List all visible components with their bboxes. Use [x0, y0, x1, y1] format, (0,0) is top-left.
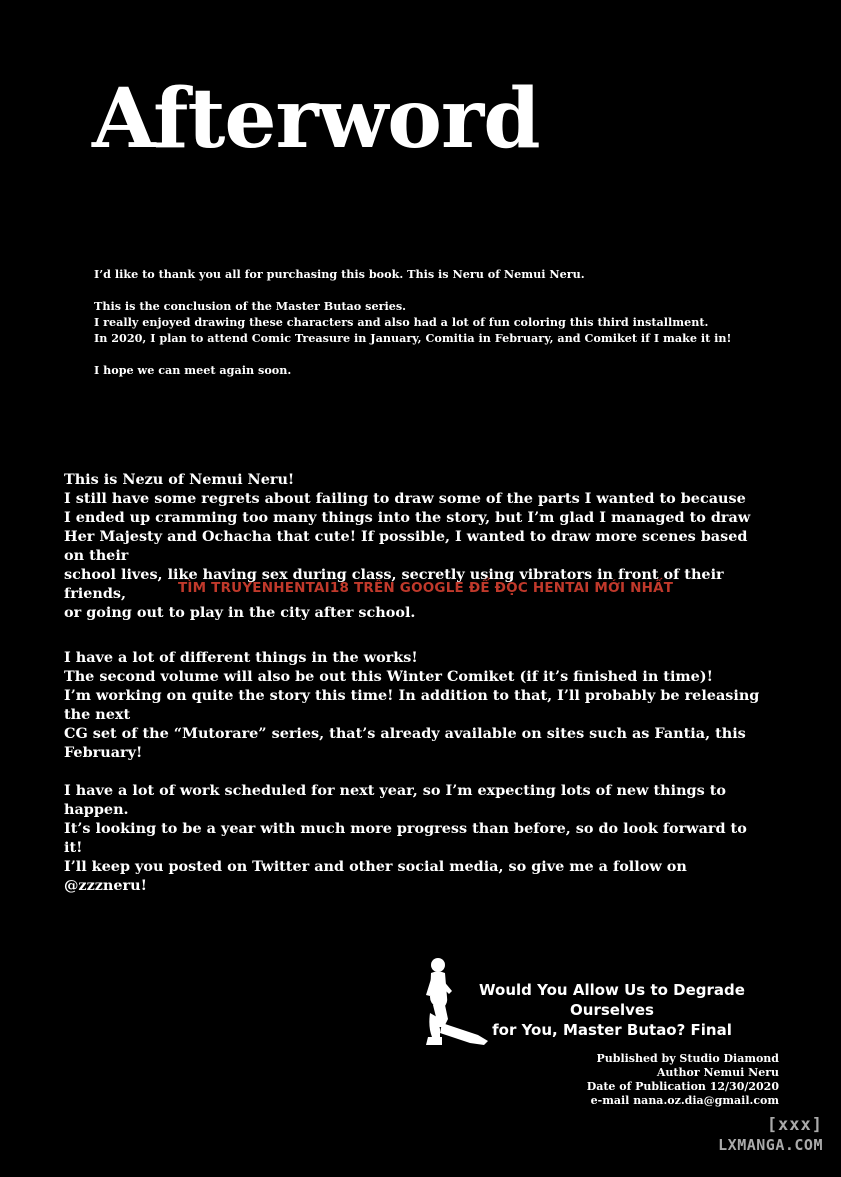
nezu-line: I have a lot of work scheduled for next year, so I’m expecting lots of new things to happen. — [64, 782, 726, 818]
book-title-line-2: for You, Master Butao? Final — [492, 1021, 732, 1039]
nezu-line: I have a lot of different things in the works! — [64, 649, 418, 666]
scan-credit-line-2: LXMANGA.COM — [718, 1136, 823, 1154]
scan-credit-line-1: [xxx] — [766, 1115, 823, 1135]
nezu-line: I ended up cramming too many things into the story, but I’m glad I managed to draw — [64, 509, 751, 526]
nezu-line: school lives, like having sex during class, secretly using vibrators in front of their friends, — [64, 566, 724, 602]
neru-paragraph-1: I’d like to thank you all for purchasing this book. This is Neru of Nemui Neru. — [94, 267, 585, 281]
neru-line: This is the conclusion of the Master Butao series. — [94, 299, 407, 313]
neru-line: I really enjoyed drawing these characters and also had a lot of fun coloring this third installment. — [94, 315, 709, 329]
nezu-line: This is Nezu of Nemui Neru! — [64, 471, 295, 488]
neru-paragraph-2 — [94, 298, 794, 346]
nezu-paragraph-1 — [64, 470, 764, 622]
site-watermark: TÌM TRUYENHENTAI18 TRÊN GOOGLE ĐỂ ĐỌC HENTAI MỚI NHẤT — [178, 580, 674, 596]
colophon — [587, 1052, 779, 1108]
nezu-line: It’s looking to be a year with much more progress than before, so do look forward to it! — [64, 820, 747, 856]
author-line: Author Nemui Neru — [656, 1066, 779, 1079]
nezu-line: The second volume will also be out this Winter Comiket (if it’s finished in time)! — [64, 668, 713, 685]
nezu-paragraph-2 — [64, 648, 764, 762]
publication-date-line: Date of Publication 12/30/2020 — [586, 1080, 779, 1093]
nezu-line: I’ll keep you posted on Twitter and other social media, so give me a follow on @zzzneru! — [64, 858, 687, 894]
nezu-line: Her Majesty and Ochacha that cute! If possible, I wanted to draw more scenes based on their — [64, 528, 748, 564]
email-line: e-mail nana.oz.dia@gmail.com — [590, 1094, 779, 1107]
nezu-afterword — [64, 470, 764, 914]
neru-afterword — [94, 266, 794, 394]
nezu-line: or going out to play in the city after school. — [64, 604, 416, 621]
book-title-line-1: Would You Allow Us to Degrade Ourselves — [479, 981, 745, 1019]
neru-paragraph-3: I hope we can meet again soon. — [94, 363, 292, 377]
nezu-line: I still have some regrets about failing to draw some of the parts I wanted to because — [64, 490, 746, 507]
book-title — [447, 980, 777, 1040]
nezu-line: CG set of the “Mutorare” series, that’s already available on sites such as Fantia, this February! — [64, 725, 746, 761]
nezu-line: I’m working on quite the story this time! In addition to that, I’ll probably be releasing the next — [64, 687, 760, 723]
publisher-line: Published by Studio Diamond — [596, 1052, 779, 1065]
neru-line: In 2020, I plan to attend Comic Treasure in January, Comitia in February, and Comiket if I make it in! — [94, 331, 732, 345]
scan-credit — [718, 1115, 823, 1155]
page-title: Afterword — [92, 71, 540, 167]
nezu-paragraph-3 — [64, 781, 764, 895]
